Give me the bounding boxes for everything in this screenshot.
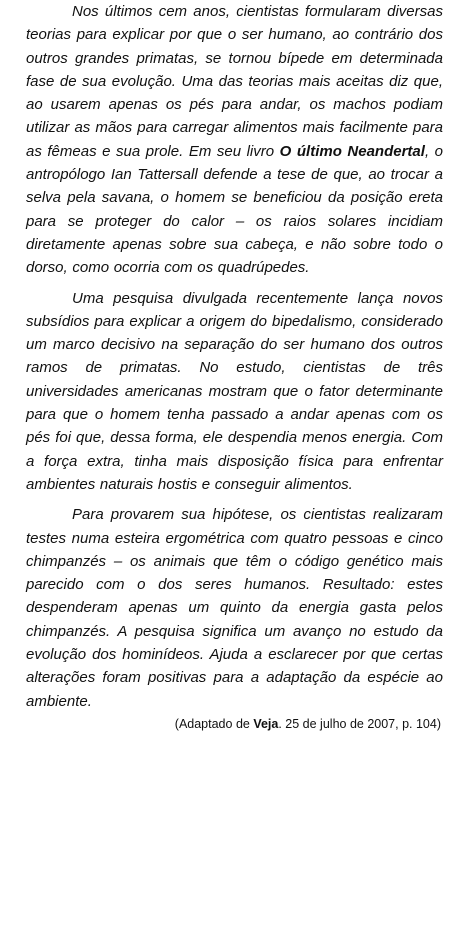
paragraph-2: Uma pesquisa divulgada recentemente lança novos subsídios para explicar a origem do bipedalismo, considerado um marco decisivo na separação do ser humano dos outros ramos de primatas. No estudo, cientistas de três universidades americanas mostram que o fator determinante para que o homem tenha passado a andar apenas com os pés foi que, dessa forma, ele despendia menos energia. Com a força extra, tinha mais disposição física para enfrentar ambientes naturais hostis e conseguir alimentos.: [26, 289, 443, 493]
paragraph-1-text-end: , o antropólogo Ian Tattersall defende a tese de que, ao trocar a selva pela savana, o homem se beneficiou da posição ereta para se proteger do calor – os raios solares incidiam diretamente apenas sobre sua cabeça, e não sobre todo o dorso, como ocorria com os quadrúpedes.: [26, 142, 443, 277]
source-prefix: (Adaptado de: [174, 717, 254, 731]
paragraph-3: Para provarem sua hipótese, os cientistas realizaram testes numa esteira ergométrica com quatro pessoas e cinco chimpanzés – os animais que têm o código genético mais parecido com o dos seres humanos. Resultado: estes despenderam apenas um quinto da energia gasta pelos chimpanzés. A pesquisa significa um avanço no estudo da evolução dos hominídeos. Ajuda a esclarecer por que certas alterações foram positivas para a adaptação da espécie ao ambiente.: [26, 506, 443, 710]
source-citation: [175, 717, 441, 731]
article-body: [26, 0, 443, 713]
source-suffix: . 25 de julho de 2007, p. 104): [278, 717, 441, 731]
source-magazine: Veja: [253, 717, 279, 731]
paragraph-1-text-start: Nos últimos cem anos, cientistas formularam diversas teorias para explicar por que o ser humano, ao contrário dos outros grandes primatas, se tornou bípede em determinada fase de sua evolução. Uma das teorias mais aceitas diz que, ao usarem apenas os pés para andar, os machos podiam utilizar as mãos para carregar alimentos mais facilmente para as fêmeas e sua prole. Em seu livro: [26, 3, 443, 160]
paragraph-1: [26, 0, 443, 280]
book-title: O último Neandertal: [279, 142, 425, 160]
